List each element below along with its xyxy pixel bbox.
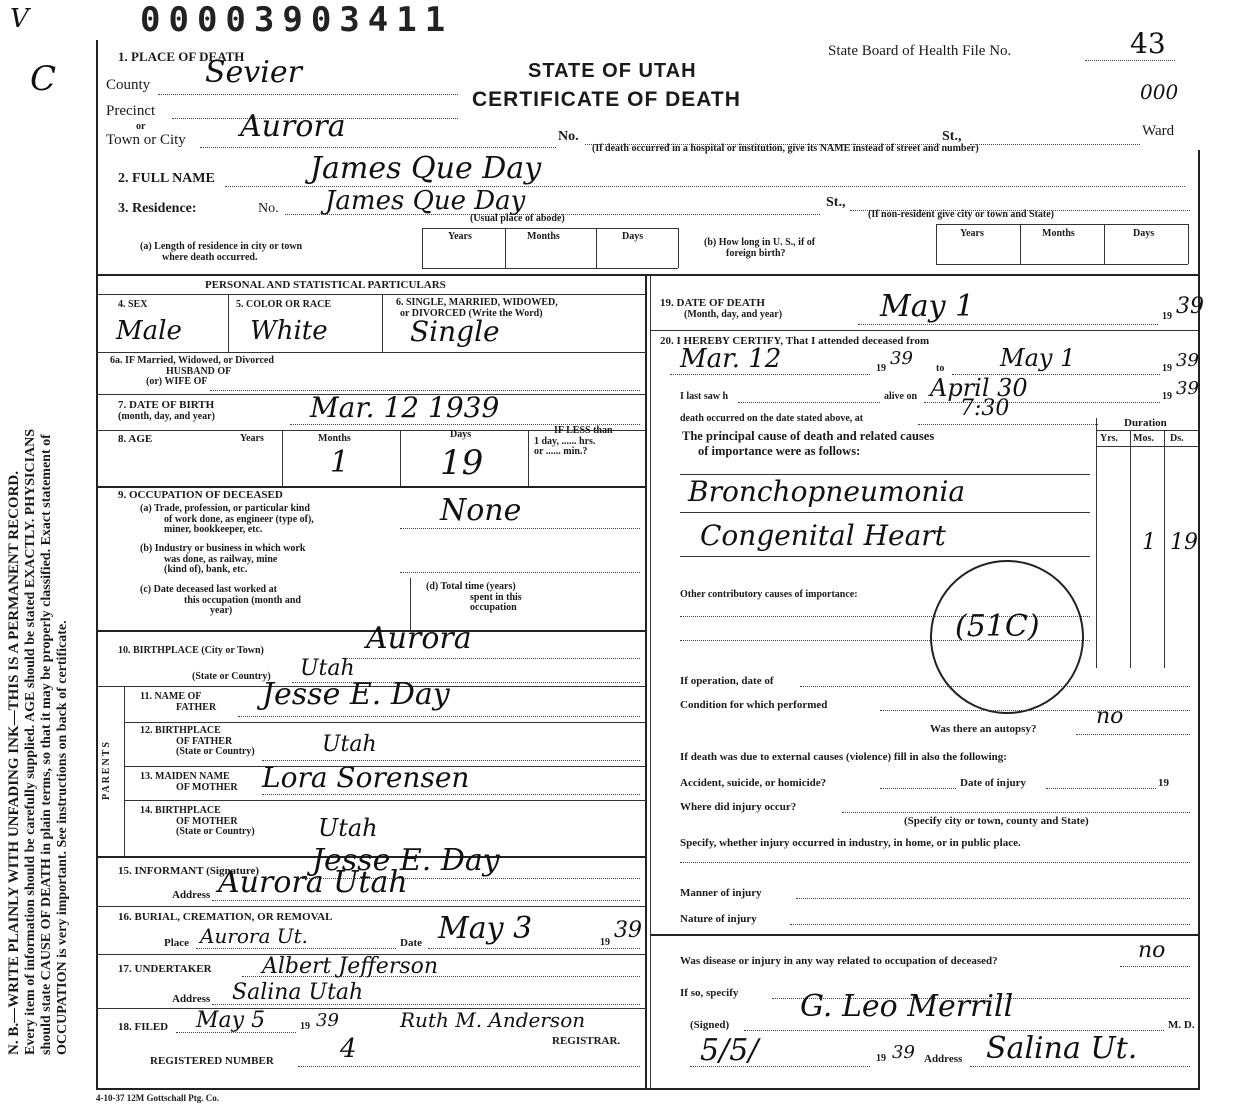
age-months-value: 1 [330,445,350,480]
birthplace-state: Utah [300,656,355,681]
date-of-death-value: May 1 [880,289,975,324]
signed-year-prefix: 19 [876,1053,886,1064]
us-months-header: Months [1042,228,1075,239]
age-days-value: 19 [440,443,484,483]
birthplace-city: Aurora [366,621,472,656]
injury-year-prefix: 19 [1158,777,1169,789]
birthplace-label: 10. BIRTHPLACE (City or Town) [118,645,264,656]
certificate-title: CERTIFICATE OF DEATH [472,88,741,111]
full-name-label: 2. FULL NAME [118,171,215,186]
date-of-death-label: 19. DATE OF DEATH (Month, day, and year) [660,297,783,320]
dod-year-prefix: 19 [1162,311,1172,322]
state-title: STATE OF UTAH [528,60,697,82]
age-days-header: Days [450,429,472,440]
occupation-b-label: (b) Industry or business in which work was done, as railway, mine (kind of), bank, etc. [140,543,306,575]
mother-name-label: 13. MAIDEN NAME OF MOTHER [140,771,238,793]
burial-label: 16. BURIAL, CREMATION, OR REMOVAL [118,911,333,923]
mother-birthplace-label: 14. BIRTHPLACE OF MOTHER (State or Country) [140,805,255,837]
sex-value: Male [116,316,182,346]
attended-to-label: to [936,363,945,374]
filed-label: 18. FILED [118,1021,169,1033]
signed-date-value: 5/5/ [700,1033,759,1068]
father-birthplace-value: Utah [322,732,377,757]
side-line-1: N. B.—WRITE PLAINLY WITH UNFADING INK—THIS IS A PERMANENT RECORD. [6,471,22,1055]
duration-mos-header: Mos. [1133,433,1154,444]
nature-injury-label: Nature of injury [680,913,757,925]
manner-injury-label: Manner of injury [680,887,762,899]
father-name-value: Jesse E. Day [262,677,450,712]
residence-value: James Que Day [325,186,526,216]
last-saw-prefix: 19 [1162,391,1172,402]
printer-imprint: 4-10-37 12M Gottschall Ptg. Co. [96,1093,219,1103]
father-name-label: 11. NAME OF FATHER [140,691,217,713]
undertaker-address-value: Salina Utah [232,980,364,1005]
burial-place-value: Aurora Ut. [200,924,309,948]
registrar-value: Ruth M. Anderson [400,1008,586,1032]
informant-label: 15. INFORMANT (Signature) [118,865,260,877]
occupation-heading: 9. OCCUPATION OF DECEASED [118,489,283,501]
mother-name-value: Lora Sorensen [262,761,470,794]
autopsy-label: Was there an autopsy? [930,723,1037,735]
occupation-value: None [440,493,522,528]
last-saw-value: April 30 [930,374,1028,402]
res-days-header: Days [622,231,644,242]
spouse-label: 6a. IF Married, Widowed, or Divorced HUSBAND OF (or) WIFE OF [110,355,274,387]
parents-side-label: PARENTS [101,740,112,800]
alive-on-label: alive on [884,391,918,402]
occupation-a-label: (a) Trade, profession, or particular kind of work done, as engineer (type of), miner, bookkeeper, etc. [140,503,314,535]
registered-number-value: 4 [340,1034,357,1064]
hospital-note: (If death occurred in a hospital or institution, give its NAME instead of street and number) [592,143,979,154]
injury-date-label: Date of injury [960,777,1026,789]
duration-header: Duration [1124,417,1167,429]
external-causes-label: If death was due to external causes (violence) fill in also the following: [680,751,1007,763]
or-label: or [136,121,146,132]
attended-to-year: 39 [1176,350,1199,371]
physician-address-value: Salina Ut. [986,1031,1138,1066]
length-residence-label: (a) Length of residence in city or town where death occurred. [140,241,303,263]
md-label: M. D. [1168,1019,1195,1031]
informant-address-label: Address [172,889,211,901]
where-injury-label: Where did injury occur? [680,801,797,813]
residence-st-label: St., [826,195,846,210]
undertaker-label: 17. UNDERTAKER [118,963,212,975]
res-years-header: Years [448,231,472,242]
attended-to-prefix: 19 [1162,363,1172,374]
father-birthplace-label: 12. BIRTHPLACE OF FATHER (State or Country) [140,725,255,757]
cause-2-days: 19 [1170,530,1198,555]
certify-label: 20. I HEREBY CERTIFY, That I attended deceased from [660,335,930,347]
physician-address-label: Address [924,1053,963,1065]
if-so-specify-label: If so, specify [680,987,739,999]
condition-label: Condition for which performed [680,699,828,711]
attended-from-prefix: 19 [876,363,886,374]
street-label: St., [942,129,962,144]
death-time-value: 7:30 [960,396,1010,421]
cause-label: The principal cause of death and related causes of importance were as follows: [682,429,935,458]
occupation-related-label: Was disease or injury in any way related to occupation of deceased? [680,955,998,967]
sex-label: 4. SEX [118,299,148,310]
town-value: Aurora [240,109,346,144]
marital-label: 6. SINGLE, MARRIED, WIDOWED, or DIVORCED (Write the Word) [396,297,558,319]
street-no-label: No. [558,129,579,144]
attended-to-value: May 1 [1000,344,1076,372]
number-stamp: 000 [1140,80,1179,104]
physician-signature: G. Leo Merrill [800,989,1014,1024]
burial-date-label: Date [400,937,422,949]
dob-value: Mar. 12 1939 [310,391,500,424]
county-value: Sevier [205,55,302,90]
file-number-value: 43 [1130,27,1166,60]
specify-injury-label: Specify, whether injury occurred in industry, in home, or in public place. [680,837,1021,849]
age-label: 8. AGE [118,433,153,445]
occupation-c-label: (c) Date deceased last worked at this occupation (month and year) [140,584,301,616]
residence-label: 3. Residence: [118,201,197,216]
side-instructions [6,55,72,1055]
marital-value: Single [410,315,500,348]
duration-yrs-header: Yrs. [1100,433,1119,444]
last-saw-label: I last saw h [680,391,729,402]
signed-label: (Signed) [690,1019,730,1031]
occupation-related-value: no [1138,938,1166,963]
color-label: 5. COLOR OR RACE [236,299,332,310]
place-heading: 1. PLACE OF DEATH [118,49,245,64]
us-days-header: Days [1133,228,1155,239]
burial-year-prefix: 19 [600,937,610,948]
side-line-3: should state CAUSE OF DEATH in plain terms, so that it may be properly classified. Exact statement of [39,434,55,1055]
last-saw-year: 39 [1176,378,1199,399]
us-years-header: Years [960,228,984,239]
autopsy-value: no [1096,704,1124,729]
cause-1-value: Bronchopneumonia [688,475,966,508]
signed-year-value: 39 [892,1042,915,1063]
registrar-label: REGISTRAR. [552,1035,621,1047]
filed-year-prefix: 19 [300,1021,310,1032]
mother-birthplace-value: Utah [318,814,378,842]
document-number: 00003903411 [140,0,454,40]
duration-ds-header: Ds. [1170,433,1184,444]
filed-year-value: 39 [316,1010,339,1031]
cause-2-months: 1 [1142,530,1156,555]
dob-label: 7. DATE OF BIRTH (month, day, and year) [118,399,215,422]
filed-value: May 5 [196,1008,266,1033]
age-years-header: Years [240,433,264,444]
personal-header: PERSONAL AND STATISTICAL PARTICULARS [205,279,446,291]
residence-no-label: No. [258,201,279,216]
informant-value: Jesse E. Day [312,843,500,878]
dod-year-value: 39 [1176,294,1204,319]
usual-abode-note: (Usual place of abode) [470,213,565,224]
us-residence-label: (b) How long in U. S., if of foreign birth? [704,237,816,259]
left-margin-mark: C [30,59,57,99]
code-mark-value: (51C) [955,609,1040,644]
specify-place-note: (Specify city or town, county and State) [904,815,1089,827]
burial-place-label: Place [164,937,190,949]
burial-date-value: May 3 [438,911,533,946]
nonresident-note: (If non-resident give city or town and State) [868,209,1055,220]
birthplace-state-label: (State or Country) [192,671,271,682]
age-less-label: IF LESS than 1 day, ...... hrs. or ...... min.? [534,425,613,457]
full-name-value: James Que Day [310,151,542,186]
informant-address-value: Aurora Utah [218,865,408,900]
ward-label: Ward [1142,123,1175,139]
color-value: White [250,316,328,346]
occupation-d-label: (d) Total time (years) spent in this occupation [426,581,522,613]
burial-year-value: 39 [614,918,642,943]
top-check-mark: V [10,4,29,34]
undertaker-address-label: Address [172,993,211,1005]
undertaker-value: Albert Jefferson [262,954,439,979]
file-number-label: State Board of Health File No. [828,43,1012,59]
town-label: Town or City [106,132,186,148]
death-time-label: death occurred on the date stated above, at [680,413,864,424]
registered-number-label: REGISTERED NUMBER [150,1055,274,1067]
operation-label: If operation, date of [680,675,774,687]
age-months-header: Months [318,433,351,444]
side-line-2: Every item of information should be carefully supplied. AGE should be stated EXACTLY. PHYSICIANS [23,428,39,1055]
accident-label: Accident, suicide, or homicide? [680,777,827,789]
side-line-4: OCCUPATION is very important. See instructions on back of certificate. [55,620,71,1055]
cause-2-value: Congenital Heart [700,519,946,552]
county-label: County [106,77,151,93]
res-months-header: Months [527,231,560,242]
attended-from-value: Mar. 12 [680,344,782,374]
precinct-label: Precinct [106,103,156,119]
other-causes-label: Other contributory causes of importance: [680,589,858,600]
attended-from-year: 39 [890,348,913,369]
